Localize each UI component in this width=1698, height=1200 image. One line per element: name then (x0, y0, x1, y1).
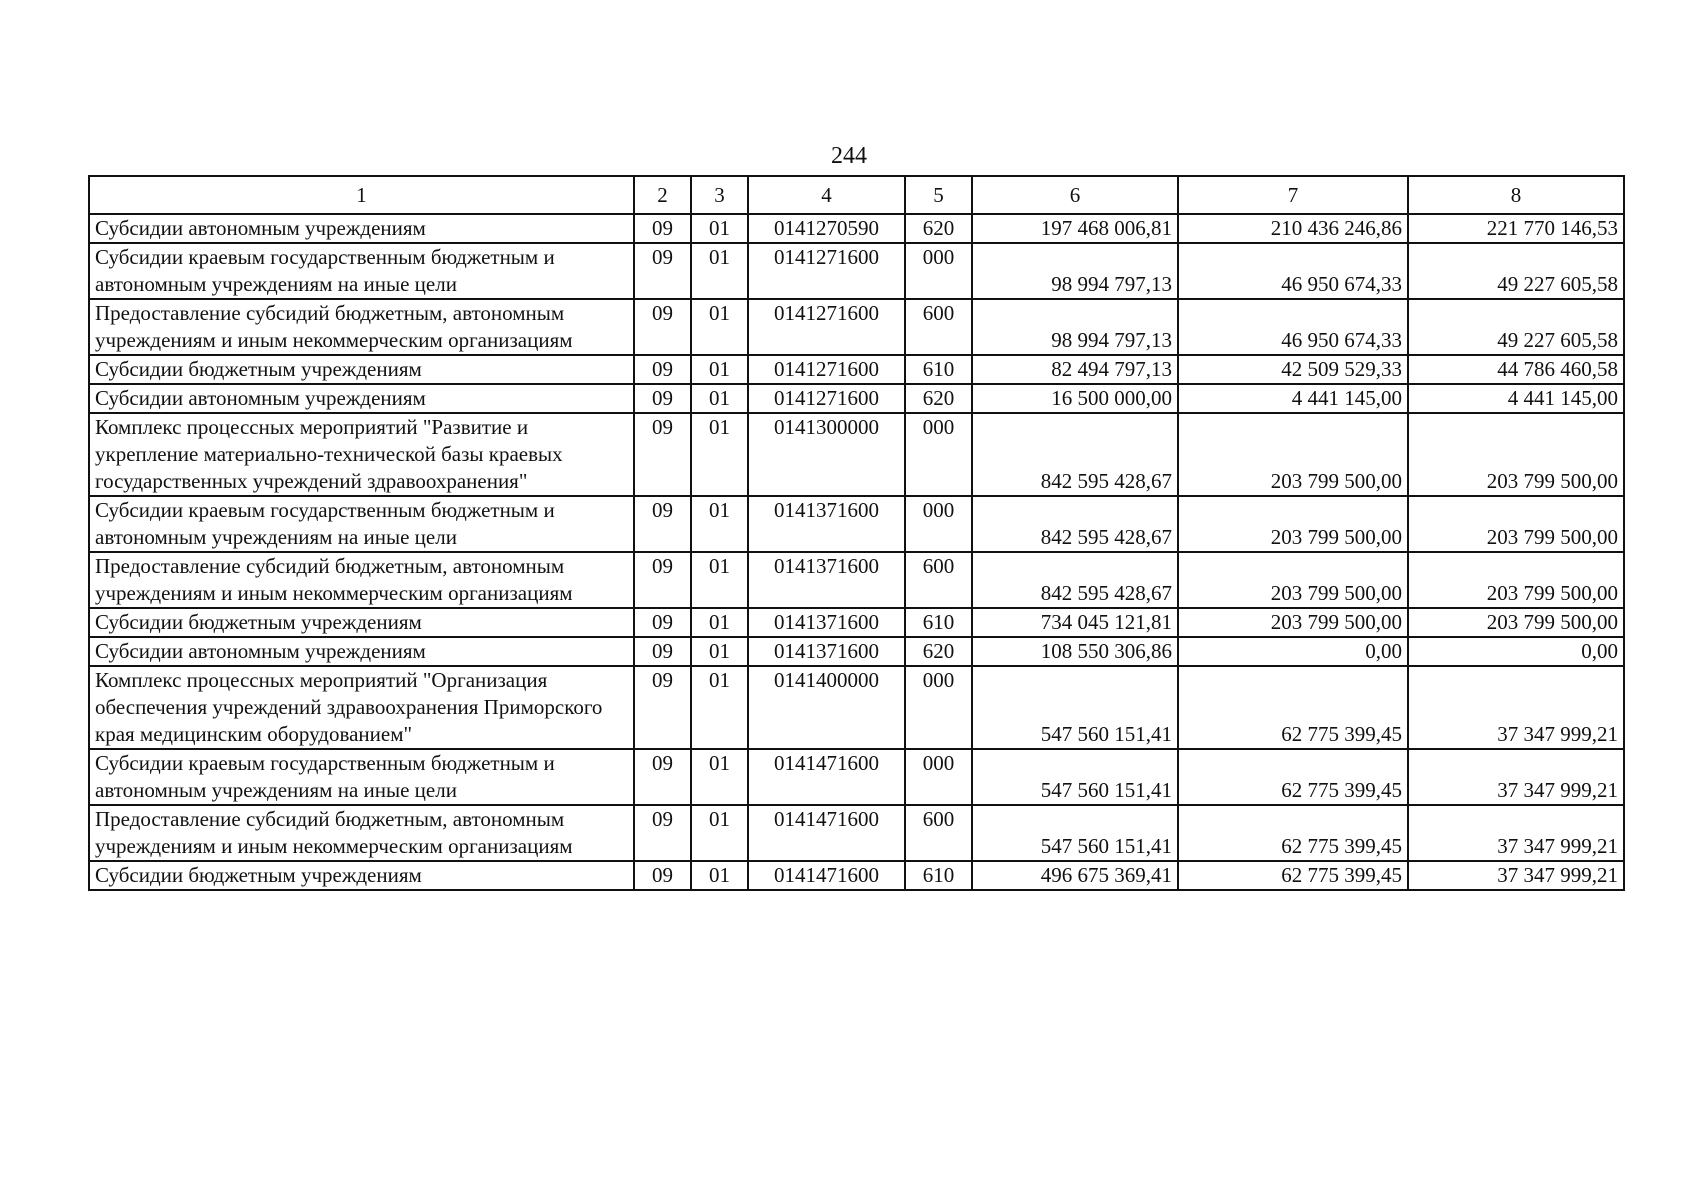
row-name-cell: Субсидии автономным учреждениям (89, 214, 634, 243)
row-name-cell: Предоставление субсидий бюджетным, автономным учреждениям и иным некоммерческим организациям (89, 299, 634, 355)
table-row (89, 384, 1624, 413)
amount-col6-cell: 98 994 797,13 (972, 243, 1178, 299)
amount-col8-cell: 37 347 999,21 (1408, 861, 1624, 890)
section-code-cell: 09 (634, 355, 691, 384)
subsection-code-cell: 01 (691, 666, 748, 749)
table-row (89, 749, 1624, 805)
row-name-cell: Субсидии автономным учреждениям (89, 637, 634, 666)
table-header-row (89, 176, 1624, 214)
target-article-cell: 0141271600 (748, 384, 905, 413)
row-name-cell: Комплекс процессных мероприятий "Развитие и укрепление материально-технической базы краевых государственных учреждений здравоохранения" (89, 413, 634, 496)
amount-col6-cell: 98 994 797,13 (972, 299, 1178, 355)
table-row (89, 637, 1624, 666)
header-cell: 8 (1408, 176, 1624, 214)
amount-col7-cell: 4 441 145,00 (1178, 384, 1408, 413)
amount-col7-cell: 42 509 529,33 (1178, 355, 1408, 384)
section-code-cell: 09 (634, 496, 691, 552)
section-code-cell: 09 (634, 243, 691, 299)
expense-type-cell: 610 (905, 355, 972, 384)
subsection-code-cell: 01 (691, 355, 748, 384)
page-number: 244 (831, 143, 867, 169)
header-cell: 6 (972, 176, 1178, 214)
table-row (89, 413, 1624, 496)
table-row (89, 214, 1624, 243)
target-article-cell: 0141271600 (748, 299, 905, 355)
amount-col7-cell: 62 775 399,45 (1178, 861, 1408, 890)
target-article-cell: 0141300000 (748, 413, 905, 496)
expense-type-cell: 600 (905, 805, 972, 861)
amount-col6-cell: 547 560 151,41 (972, 749, 1178, 805)
expense-type-cell: 620 (905, 384, 972, 413)
amount-col8-cell: 203 799 500,00 (1408, 608, 1624, 637)
header-cell: 3 (691, 176, 748, 214)
amount-col6-cell: 108 550 306,86 (972, 637, 1178, 666)
target-article-cell: 0141471600 (748, 805, 905, 861)
expense-type-cell: 000 (905, 749, 972, 805)
expense-type-cell: 000 (905, 666, 972, 749)
amount-col6-cell: 842 595 428,67 (972, 552, 1178, 608)
subsection-code-cell: 01 (691, 243, 748, 299)
subsection-code-cell: 01 (691, 861, 748, 890)
target-article-cell: 0141271600 (748, 355, 905, 384)
section-code-cell: 09 (634, 861, 691, 890)
target-article-cell: 0141271600 (748, 243, 905, 299)
header-cell: 4 (748, 176, 905, 214)
expense-type-cell: 610 (905, 608, 972, 637)
row-name-cell: Субсидии краевым государственным бюджетным и автономным учреждениям на иные цели (89, 496, 634, 552)
subsection-code-cell: 01 (691, 552, 748, 608)
table-row (89, 299, 1624, 355)
amount-col6-cell: 197 468 006,81 (972, 214, 1178, 243)
row-name-cell: Субсидии краевым государственным бюджетным и автономным учреждениям на иные цели (89, 243, 634, 299)
amount-col6-cell: 496 675 369,41 (972, 861, 1178, 890)
amount-col7-cell: 203 799 500,00 (1178, 608, 1408, 637)
section-code-cell: 09 (634, 749, 691, 805)
section-code-cell: 09 (634, 413, 691, 496)
table-row (89, 496, 1624, 552)
section-code-cell: 09 (634, 666, 691, 749)
row-name-cell: Субсидии автономным учреждениям (89, 384, 634, 413)
table-row (89, 861, 1624, 890)
table-row (89, 608, 1624, 637)
table-row (89, 355, 1624, 384)
amount-col7-cell: 203 799 500,00 (1178, 496, 1408, 552)
expense-type-cell: 610 (905, 861, 972, 890)
section-code-cell: 09 (634, 805, 691, 861)
amount-col7-cell: 203 799 500,00 (1178, 552, 1408, 608)
amount-col7-cell: 46 950 674,33 (1178, 243, 1408, 299)
amount-col6-cell: 547 560 151,41 (972, 805, 1178, 861)
subsection-code-cell: 01 (691, 805, 748, 861)
expense-type-cell: 600 (905, 552, 972, 608)
section-code-cell: 09 (634, 637, 691, 666)
table-body (89, 214, 1624, 890)
table-row (89, 243, 1624, 299)
amount-col7-cell: 62 775 399,45 (1178, 749, 1408, 805)
amount-col8-cell: 37 347 999,21 (1408, 666, 1624, 749)
amount-col7-cell: 0,00 (1178, 637, 1408, 666)
amount-col8-cell: 203 799 500,00 (1408, 552, 1624, 608)
amount-col8-cell: 203 799 500,00 (1408, 496, 1624, 552)
amount-col8-cell: 37 347 999,21 (1408, 749, 1624, 805)
expense-type-cell: 620 (905, 637, 972, 666)
section-code-cell: 09 (634, 299, 691, 355)
section-code-cell: 09 (634, 608, 691, 637)
row-name-cell: Комплекс процессных мероприятий "Организация обеспечения учреждений здравоохранения Приморского края медицинским оборудованием" (89, 666, 634, 749)
header-cell: 5 (905, 176, 972, 214)
table-row (89, 805, 1624, 861)
subsection-code-cell: 01 (691, 637, 748, 666)
amount-col6-cell: 547 560 151,41 (972, 666, 1178, 749)
amount-col7-cell: 62 775 399,45 (1178, 805, 1408, 861)
amount-col8-cell: 37 347 999,21 (1408, 805, 1624, 861)
row-name-cell: Субсидии краевым государственным бюджетным и автономным учреждениям на иные цели (89, 749, 634, 805)
amount-col8-cell: 221 770 146,53 (1408, 214, 1624, 243)
expense-type-cell: 000 (905, 496, 972, 552)
amount-col6-cell: 16 500 000,00 (972, 384, 1178, 413)
subsection-code-cell: 01 (691, 384, 748, 413)
row-name-cell: Субсидии бюджетным учреждениям (89, 608, 634, 637)
target-article-cell: 0141371600 (748, 496, 905, 552)
target-article-cell: 0141471600 (748, 861, 905, 890)
subsection-code-cell: 01 (691, 496, 748, 552)
expense-type-cell: 620 (905, 214, 972, 243)
target-article-cell: 0141371600 (748, 608, 905, 637)
target-article-cell: 0141471600 (748, 749, 905, 805)
subsection-code-cell: 01 (691, 749, 748, 805)
header-cell: 7 (1178, 176, 1408, 214)
subsection-code-cell: 01 (691, 413, 748, 496)
header-cell: 2 (634, 176, 691, 214)
amount-col8-cell: 49 227 605,58 (1408, 243, 1624, 299)
expense-type-cell: 000 (905, 413, 972, 496)
subsection-code-cell: 01 (691, 299, 748, 355)
amount-col8-cell: 0,00 (1408, 637, 1624, 666)
target-article-cell: 0141371600 (748, 637, 905, 666)
budget-table (88, 175, 1625, 891)
subsection-code-cell: 01 (691, 608, 748, 637)
amount-col8-cell: 44 786 460,58 (1408, 355, 1624, 384)
amount-col6-cell: 842 595 428,67 (972, 496, 1178, 552)
row-name-cell: Субсидии бюджетным учреждениям (89, 355, 634, 384)
expense-type-cell: 000 (905, 243, 972, 299)
table-row (89, 552, 1624, 608)
header-cell: 1 (89, 176, 634, 214)
amount-col6-cell: 82 494 797,13 (972, 355, 1178, 384)
amount-col6-cell: 734 045 121,81 (972, 608, 1178, 637)
amount-col8-cell: 203 799 500,00 (1408, 413, 1624, 496)
amount-col7-cell: 46 950 674,33 (1178, 299, 1408, 355)
amount-col8-cell: 49 227 605,58 (1408, 299, 1624, 355)
section-code-cell: 09 (634, 214, 691, 243)
amount-col7-cell: 210 436 246,86 (1178, 214, 1408, 243)
table-row (89, 666, 1624, 749)
section-code-cell: 09 (634, 552, 691, 608)
amount-col8-cell: 4 441 145,00 (1408, 384, 1624, 413)
section-code-cell: 09 (634, 384, 691, 413)
expense-type-cell: 600 (905, 299, 972, 355)
amount-col7-cell: 203 799 500,00 (1178, 413, 1408, 496)
row-name-cell: Предоставление субсидий бюджетным, автономным учреждениям и иным некоммерческим организациям (89, 805, 634, 861)
target-article-cell: 0141371600 (748, 552, 905, 608)
subsection-code-cell: 01 (691, 214, 748, 243)
row-name-cell: Предоставление субсидий бюджетным, автономным учреждениям и иным некоммерческим организациям (89, 552, 634, 608)
row-name-cell: Субсидии бюджетным учреждениям (89, 861, 634, 890)
target-article-cell: 0141270590 (748, 214, 905, 243)
amount-col6-cell: 842 595 428,67 (972, 413, 1178, 496)
target-article-cell: 0141400000 (748, 666, 905, 749)
amount-col7-cell: 62 775 399,45 (1178, 666, 1408, 749)
